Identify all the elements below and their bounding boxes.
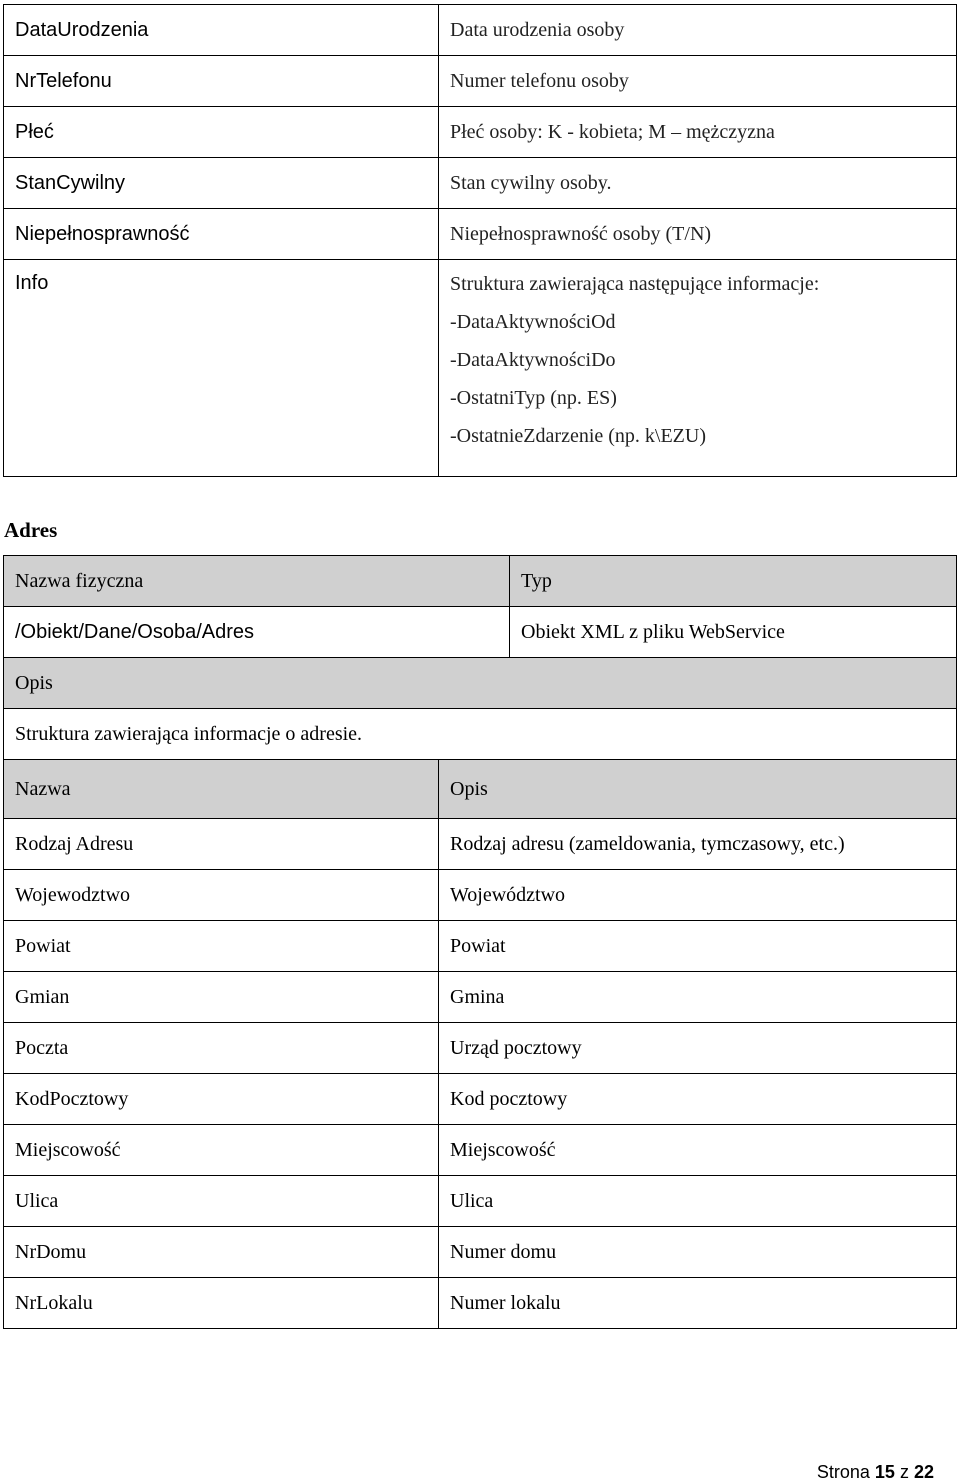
table-row [4,158,957,209]
info-line: -OstatnieZdarzenie (np. k\EZU) [450,425,707,447]
field-description [439,260,957,477]
table-row [4,556,957,607]
physical-name-label: Nazwa fizyczna [4,556,510,607]
table-row [4,1074,957,1125]
info-line: -DataAktywnościOd [450,311,616,333]
physical-name-value: /Obiekt/Dane/Osoba/Adres [4,607,510,658]
column-header-description: Opis [439,760,957,819]
person-fields-table [3,4,957,477]
field-name: Płeć [4,107,439,158]
info-line: -DataAktywnościDo [450,349,616,371]
table-row [4,56,957,107]
column-header-name: Nazwa [4,760,439,819]
field-description: Rodzaj adresu (zameldowania, tymczasowy, etc.) [439,819,957,870]
field-description: Urząd pocztowy [439,1023,957,1074]
table-row [4,1125,957,1176]
page-number-footer [817,1462,934,1483]
field-name: NrDomu [4,1227,439,1278]
field-name: StanCywilny [4,158,439,209]
field-description: Niepełnosprawność osoby (T/N) [439,209,957,260]
field-description: Województwo [439,870,957,921]
field-description: Stan cywilny osoby. [439,158,957,209]
table-row [4,260,957,477]
table-row [4,1227,957,1278]
field-name: Powiat [4,921,439,972]
table-row [4,209,957,260]
field-name: Gmian [4,972,439,1023]
table-row [4,972,957,1023]
field-name: Rodzaj Adresu [4,819,439,870]
table-row [4,658,957,709]
info-line: -OstatniTyp (np. ES) [450,387,617,409]
field-name: Miejscowość [4,1125,439,1176]
table-row [4,107,957,158]
total-pages-number: 22 [913,1462,934,1482]
type-value: Obiekt XML z pliku WebService [510,607,957,658]
field-description: Ulica [439,1176,957,1227]
description-value: Struktura zawierająca informacje o adresie. [4,709,957,760]
field-description: Płeć osoby: K - kobieta; M – mężczyzna [439,107,957,158]
field-description: Gmina [439,972,957,1023]
section-title: Adres [4,518,58,542]
field-description: Numer lokalu [439,1278,957,1329]
field-name: Ulica [4,1176,439,1227]
type-label: Typ [510,556,957,607]
table-row [4,709,957,760]
table-header-row [4,760,957,819]
field-name: Poczta [4,1023,439,1074]
field-name: DataUrodzenia [4,5,439,56]
of-word: z [899,1462,909,1482]
table-row [4,1023,957,1074]
table-row [4,870,957,921]
table-row [4,607,957,658]
field-name: NrTelefonu [4,56,439,107]
field-description: Miejscowość [439,1125,957,1176]
table-row [4,1176,957,1227]
field-description: Numer domu [439,1227,957,1278]
field-description: Powiat [439,921,957,972]
page-word: Strona [816,1462,870,1482]
current-page-number: 15 [874,1462,895,1482]
table-row [4,5,957,56]
field-description: Kod pocztowy [439,1074,957,1125]
field-description: Data urodzenia osoby [439,5,957,56]
field-name: NrLokalu [4,1278,439,1329]
field-name: KodPocztowy [4,1074,439,1125]
info-line: Struktura zawierająca następujące informacje: [450,273,820,295]
field-name: Wojewodztwo [4,870,439,921]
field-description: Numer telefonu osoby [439,56,957,107]
description-label: Opis [4,658,957,709]
table-row [4,921,957,972]
table-row [4,819,957,870]
table-row [4,1278,957,1329]
field-name: Info [4,260,439,477]
field-name: Niepełnosprawność [4,209,439,260]
address-table [3,555,957,1329]
